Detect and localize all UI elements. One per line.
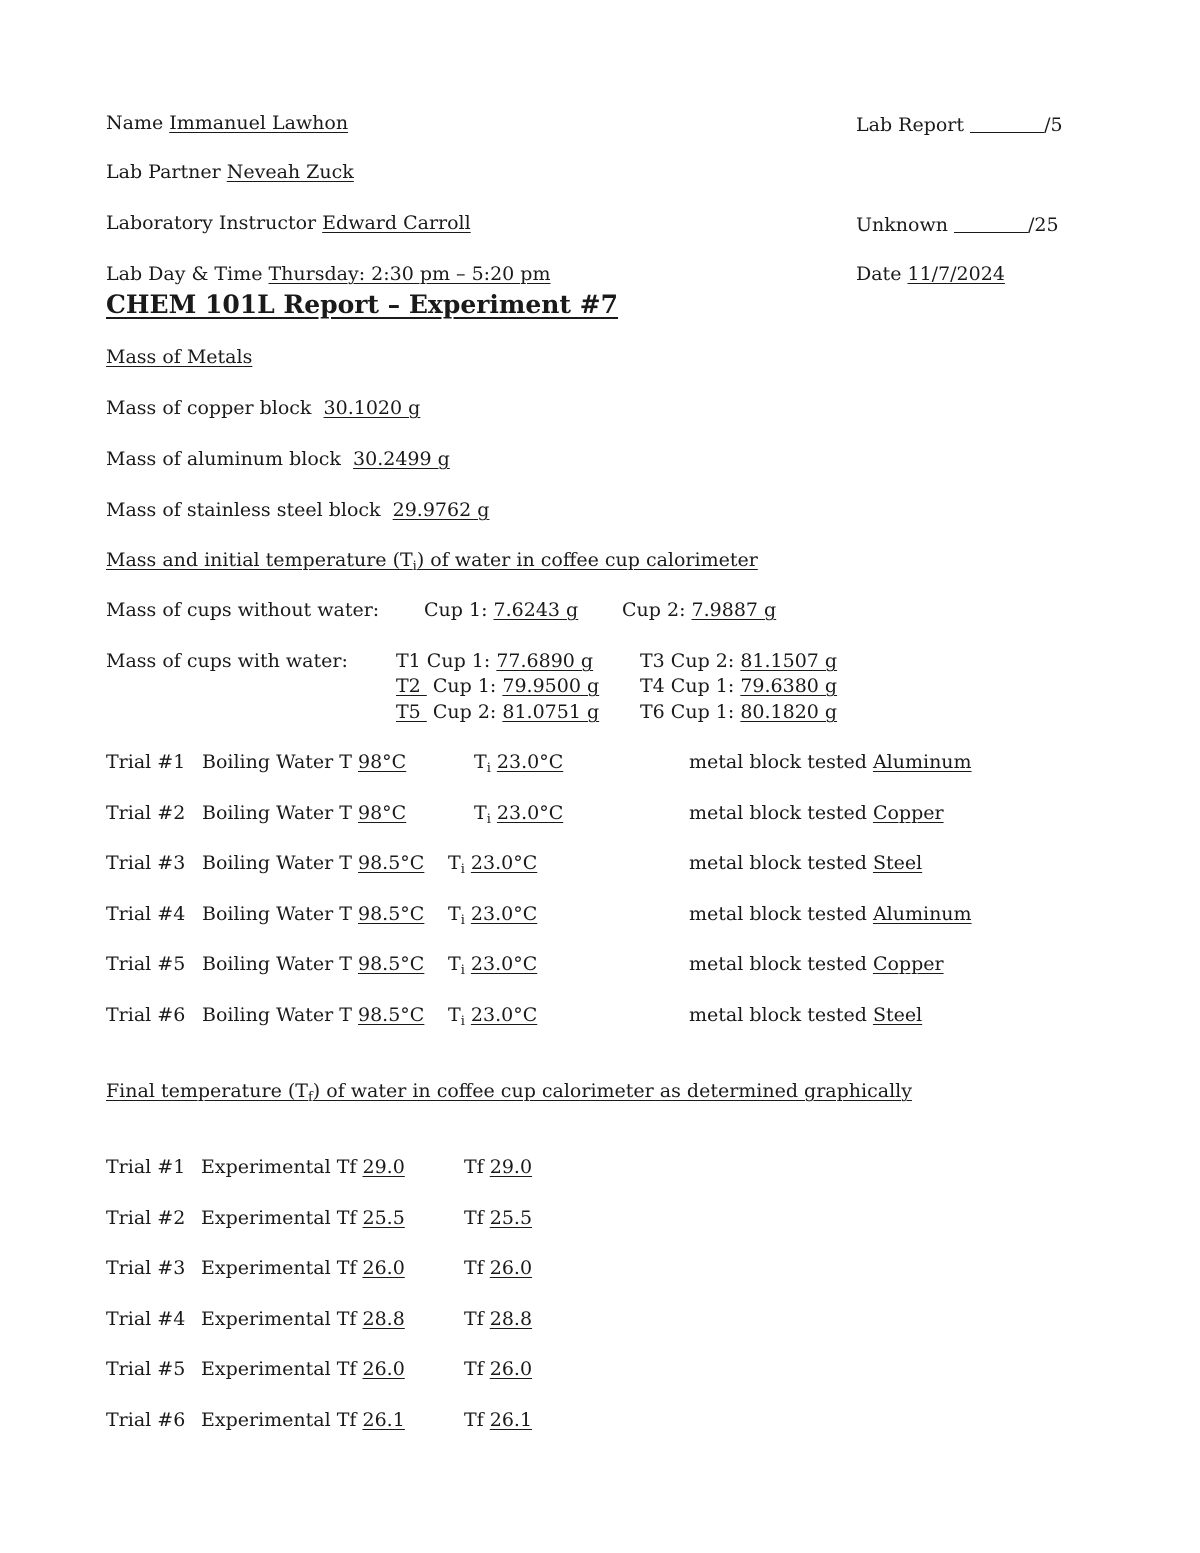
t4-cup [640,677,837,696]
date-value: 11/7/2024 [907,263,1005,285]
lab-report-total: /5 [1044,114,1063,136]
t3-value: 81.1507 g [740,650,838,672]
boiling-water-value: 98.5°C [358,852,425,874]
lab-day-label: Lab Day & Time [106,263,269,285]
experimental-tf-label: Experimental Tf [201,1308,363,1330]
metal-value: Steel [872,852,923,874]
instructor-value: Edward Carroll [322,212,471,234]
final-tf [464,1209,532,1228]
initial-temp [448,953,538,978]
initial-temp [448,1004,538,1029]
cups-without-water-label: Mass of cups without water: [106,599,380,621]
boiling-water-value: 98.5°C [358,953,425,975]
cup2-empty-label: Cup 2: [622,599,692,621]
boiling-water-temp [202,804,406,823]
experimental-tf [201,1158,405,1177]
final-tf [464,1310,532,1329]
ti-value: 23.0°C [496,802,564,824]
final-heading [106,1080,912,1105]
trial-row-label [106,854,185,873]
tf-label: Tf [464,1207,490,1229]
final-trial-label: Trial #2 [106,1207,186,1229]
t6-value: 80.1820 g [740,701,838,723]
boiling-water-value: 98.5°C [358,1004,425,1026]
tf-label: Tf [464,1308,490,1330]
cup1-empty-label: Cup 1: [424,599,494,621]
trial-label: Trial #2 [106,802,186,824]
tf-label: Tf [464,1409,490,1431]
experimental-tf-value: 29.0 [362,1156,405,1178]
metal-tested [689,753,972,772]
initial-temp [474,751,564,776]
ti-label: T [474,751,487,773]
boiling-water-label: Boiling Water T [202,751,358,773]
metal-value: Aluminum [872,903,972,925]
final-trial-row-label [106,1209,185,1228]
date-label: Date [856,263,908,285]
tf-value: 26.0 [489,1358,533,1380]
ti-label: T [448,953,461,975]
t1-cup [396,652,593,671]
lab-day-value: Thursday: 2:30 pm – 5:20 pm [268,263,551,285]
t5-value: 81.0751 g [502,701,600,723]
ti-label: T [448,903,461,925]
boiling-water-label: Boiling Water T [202,953,358,975]
metal-label: metal block tested [689,953,873,975]
metal-tested [689,854,922,873]
name-label: Name [106,112,170,134]
metal-value: Copper [872,802,944,824]
ti-sub: i [460,913,465,928]
t4-value: 79.6380 g [740,675,838,697]
t6-cup [640,703,837,722]
metal-label: metal block tested [689,1004,873,1026]
boiling-water-temp [202,854,424,873]
water-heading-sub: i [412,559,417,574]
partner-value: Neveah Zuck [226,161,354,183]
final-heading-b: ) of water in coffee cup calorimeter as determined graphically [312,1080,912,1102]
instructor-line [106,214,471,233]
ti-label: T [474,802,487,824]
cup1-empty-value: 7.6243 g [493,599,579,621]
trial-label: Trial #4 [106,903,186,925]
lab-report-score-line [856,114,1063,135]
ti-value: 23.0°C [470,953,538,975]
experimental-tf-label: Experimental Tf [201,1409,363,1431]
final-trial-label: Trial #6 [106,1409,186,1431]
experimental-tf-label: Experimental Tf [201,1358,363,1380]
t1-label: T1 Cup 1: [396,650,497,672]
final-heading-sub: f [307,1090,313,1105]
steel-mass-label: Mass of stainless steel block [106,499,393,521]
cups-with-water-label: Mass of cups with water: [106,650,348,672]
metal-tested [689,804,944,823]
ti-value: 23.0°C [496,751,564,773]
date-line [856,265,1005,284]
partner-line [106,163,354,182]
tf-value: 26.1 [489,1409,533,1431]
final-trial-label: Trial #1 [106,1156,186,1178]
metal-tested [689,905,972,924]
experimental-tf [201,1360,405,1379]
trial-label: Trial #5 [106,953,186,975]
t5-label: T5 [396,701,427,723]
unknown-blank [954,214,1028,233]
boiling-water-temp [202,955,424,974]
experimental-tf-value: 28.8 [362,1308,405,1330]
initial-temp [448,903,538,928]
instructor-label: Laboratory Instructor [106,212,323,234]
experimental-tf-value: 26.1 [362,1409,405,1431]
aluminum-mass-value: 30.2499 g [353,448,450,470]
trial-row-label [106,955,185,974]
boiling-water-value: 98.5°C [358,903,425,925]
partner-label: Lab Partner [106,161,227,183]
boiling-water-temp [202,905,424,924]
final-trial-label: Trial #3 [106,1257,186,1279]
t2-cup [396,677,599,696]
trial-label: Trial #1 [106,751,186,773]
t4-label: T4 Cup 1: [640,675,741,697]
name-line [106,114,348,133]
lab-report-blank [970,114,1044,133]
copper-mass-label: Mass of copper block [106,397,324,419]
experimental-tf [201,1209,405,1228]
steel-mass-line [106,501,489,520]
trial-row-label [106,753,185,772]
experimental-tf-value: 25.5 [362,1207,405,1229]
boiling-water-temp [202,753,406,772]
metal-tested [689,955,944,974]
experimental-tf-label: Experimental Tf [201,1257,363,1279]
final-trial-row-label [106,1158,185,1177]
metal-label: metal block tested [689,802,873,824]
trial-row-label [106,905,185,924]
trial-row-label [106,804,185,823]
ti-sub: i [460,963,465,978]
tf-value: 29.0 [489,1156,533,1178]
tf-label: Tf [464,1257,490,1279]
t3-cup [640,652,837,671]
water-heading-a: Mass and initial temperature (T [106,549,413,571]
trial-label: Trial #3 [106,852,186,874]
metal-label: metal block tested [689,751,873,773]
boiling-water-value: 98°C [358,751,407,773]
boiling-water-label: Boiling Water T [202,903,358,925]
metals-heading: Mass of Metals [106,346,253,368]
t1-value: 77.6890 g [496,650,594,672]
final-heading-a: Final temperature (T [106,1080,308,1102]
tf-label: Tf [464,1358,490,1380]
final-tf [464,1158,532,1177]
lab-report-label: Lab Report [856,114,971,136]
tf-value: 26.0 [489,1257,533,1279]
experimental-tf [201,1310,405,1329]
final-trial-label: Trial #5 [106,1358,186,1380]
t5-cup [396,703,599,722]
ti-value: 23.0°C [470,1004,538,1026]
boiling-water-label: Boiling Water T [202,852,358,874]
ti-value: 23.0°C [470,903,538,925]
ti-value: 23.0°C [470,852,538,874]
trial-label: Trial #6 [106,1004,186,1026]
water-heading [106,549,758,574]
t2-cup-label: Cup 1: [426,675,503,697]
initial-temp [448,852,538,877]
aluminum-mass-line [106,450,450,469]
cup2-empty [622,601,776,620]
final-trial-row-label [106,1411,185,1430]
ti-label: T [448,1004,461,1026]
ti-sub: i [460,862,465,877]
experimental-tf [201,1259,405,1278]
metal-tested [689,1006,922,1025]
metal-label: metal block tested [689,903,873,925]
metal-label: metal block tested [689,852,873,874]
aluminum-mass-label: Mass of aluminum block [106,448,354,470]
experimental-tf-value: 26.0 [362,1257,405,1279]
final-trial-row-label [106,1310,185,1329]
t5-cup-label: Cup 2: [426,701,503,723]
metal-value: Copper [872,953,944,975]
experimental-tf-label: Experimental Tf [201,1156,363,1178]
tf-value: 28.8 [489,1308,533,1330]
final-tf [464,1259,532,1278]
final-trial-row-label [106,1259,185,1278]
copper-mass-line [106,399,420,418]
trial-row-label [106,1006,185,1025]
boiling-water-label: Boiling Water T [202,1004,358,1026]
metal-value: Steel [872,1004,923,1026]
ti-sub: i [460,1014,465,1029]
ti-label: T [448,852,461,874]
t3-label: T3 Cup 2: [640,650,741,672]
cup2-empty-value: 7.9887 g [691,599,777,621]
experimental-tf-value: 26.0 [362,1358,405,1380]
copper-mass-value: 30.1020 g [323,397,421,419]
tf-label: Tf [464,1156,490,1178]
boiling-water-value: 98°C [358,802,407,824]
lab-day-line [106,265,550,284]
final-tf [464,1360,532,1379]
water-heading-b: ) of water in coffee cup calorimeter [416,549,758,571]
ti-sub: i [486,761,491,776]
metal-value: Aluminum [872,751,972,773]
final-trial-row-label [106,1360,185,1379]
boiling-water-temp [202,1006,424,1025]
unknown-label: Unknown [856,214,954,236]
boiling-water-label: Boiling Water T [202,802,358,824]
ti-sub: i [486,812,491,827]
initial-temp [474,802,564,827]
steel-mass-value: 29.9762 g [392,499,490,521]
tf-value: 25.5 [489,1207,533,1229]
name-value: Immanuel Lawhon [169,112,349,134]
experimental-tf [201,1411,405,1430]
unknown-score-line [856,214,1059,235]
final-trial-label: Trial #4 [106,1308,186,1330]
final-tf [464,1411,532,1430]
unknown-total: /25 [1027,214,1059,236]
cup1-empty [424,601,578,620]
t6-label: T6 Cup 1: [640,701,741,723]
t2-value: 79.9500 g [502,675,600,697]
t2-label: T2 [396,675,427,697]
experimental-tf-label: Experimental Tf [201,1207,363,1229]
report-title: CHEM 101L Report – Experiment #7 [106,290,619,319]
